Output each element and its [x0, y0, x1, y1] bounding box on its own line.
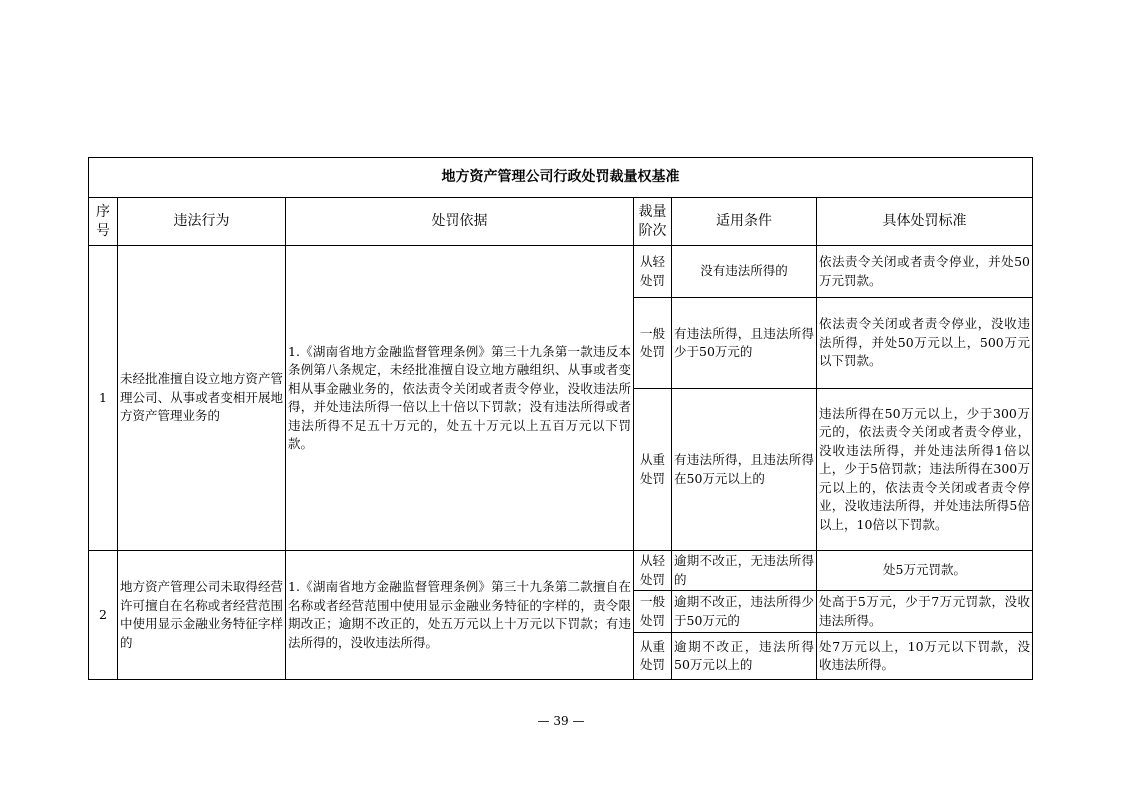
table-title: 地方资产管理公司行政处罚裁量权基准	[89, 158, 1033, 198]
row-seq: 2	[89, 551, 118, 680]
row-basis: 1.《湖南省地方金融监督管理条例》第三十九条第二款擅自在名称或者经营范围中使用显示金融业务特征的字样的，责令限期改正；逾期不改正的，处五万元以上十万元以下罚款；有违法所得的，没收违法所得。	[286, 551, 634, 680]
row-condition: 逾期不改正，无违法所得的	[672, 551, 817, 591]
row-standard: 处高于5万元，少于7万元罚款，没收违法所得。	[817, 591, 1033, 633]
row-seq: 1	[89, 246, 118, 551]
header-level: 裁量阶次	[634, 198, 672, 246]
row-level: 一般处罚	[634, 591, 672, 633]
row-level: 从重处罚	[634, 389, 672, 551]
table-row	[89, 551, 1033, 591]
row-standard: 依法责令关闭或者责令停业，没收违法所得，并处50万元以上，500万元以下罚款。	[817, 298, 1033, 389]
row-level: 从轻处罚	[634, 246, 672, 298]
header-row	[89, 198, 1033, 246]
row-violation: 未经批准擅自设立地方资产管理公司、从事或者变相开展地方资产管理业务的	[118, 246, 286, 551]
row-condition: 逾期不改正，违法所得50万元以上的	[672, 633, 817, 680]
header-condition: 适用条件	[672, 198, 817, 246]
table-row	[89, 246, 1033, 298]
row-condition: 有违法所得，且违法所得少于50万元的	[672, 298, 817, 389]
header-seq: 序号	[89, 198, 118, 246]
row-level: 一般处罚	[634, 298, 672, 389]
header-standard: 具体处罚标准	[817, 198, 1033, 246]
header-basis: 处罚依据	[286, 198, 634, 246]
title-row	[89, 158, 1033, 198]
row-condition: 有违法所得，且违法所得在50万元以上的	[672, 389, 817, 551]
header-violation: 违法行为	[118, 198, 286, 246]
row-standard: 处5万元罚款。	[817, 551, 1033, 591]
row-condition: 没有违法所得的	[672, 246, 817, 298]
row-basis: 1.《湖南省地方金融监督管理条例》第三十九条第一款违反本条例第八条规定，未经批准擅自设立地方融组织、从事或者变相从事金融业务的，依法责令关闭或者责令停业，没收违法所得，并处违法所得一倍以上十倍以下罚款；没有违法所得或者违法所得不足五十万元的，处五十万元以上五百万元以下罚款。	[286, 246, 634, 551]
row-condition: 逾期不改正，违法所得少于50万元的	[672, 591, 817, 633]
row-level: 从重处罚	[634, 633, 672, 680]
penalty-standard-table	[88, 157, 1033, 680]
row-standard: 处7万元以上，10万元以下罚款，没收违法所得。	[817, 633, 1033, 680]
page-number: — 39 —	[537, 714, 585, 728]
row-standard: 依法责令关闭或者责令停业，并处50万元罚款。	[817, 246, 1033, 298]
row-violation: 地方资产管理公司未取得经营许可擅自在名称或者经营范围中使用显示金融业务特征字样的	[118, 551, 286, 680]
row-level: 从轻处罚	[634, 551, 672, 591]
row-standard: 违法所得在50万元以上，少于300万元的，依法责令关闭或者责令停业，没收违法所得，并处违法所得1倍以上，少于5倍罚款；违法所得在300万元以上的，依法责令关闭或者责令停业，没收违法所得，并处违法所得5倍以上，10倍以下罚款。	[817, 389, 1033, 551]
